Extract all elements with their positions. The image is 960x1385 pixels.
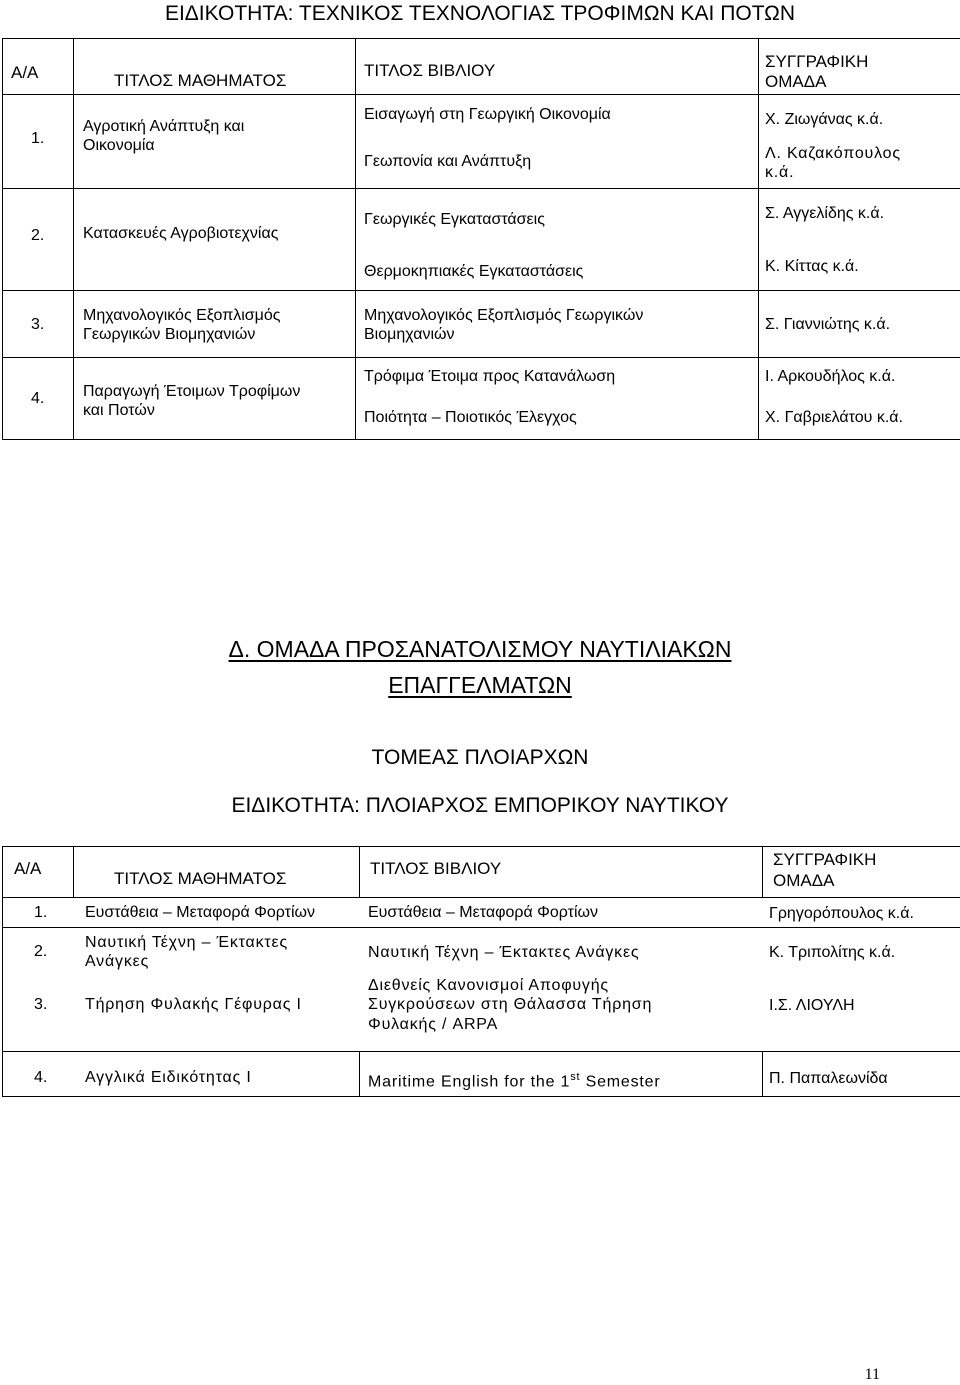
course-title: Παραγωγή Έτοιμων Τροφίμων	[83, 383, 301, 400]
author: Σ. Αγγελίδης κ.ά.	[765, 205, 885, 222]
course-title: Τήρηση Φυλακής Γέφυρας Ι	[85, 996, 302, 1013]
book-title-text: Maritime English for the 1	[368, 1073, 571, 1091]
book-title: Εισαγωγή στη Γεωργική Οικονομία	[364, 106, 611, 123]
book-title: Γεωπονία και Ανάπτυξη	[364, 153, 532, 170]
book-title-superscript: st	[570, 1071, 581, 1083]
header-book-title: ΤΙΤΛΟΣ ΒΙΒΛΙΟΥ	[364, 61, 496, 80]
book-title: Θερμοκηπιακές Εγκαταστάσεις	[364, 263, 584, 280]
book-title: Τρόφιμα Έτοιμα προς Κατανάλωση	[364, 368, 616, 385]
table-row	[3, 189, 960, 291]
author: Γρηγορόπουλος κ.ά.	[769, 905, 914, 922]
course-title: Κατασκευές Αγροβιοτεχνίας	[83, 225, 279, 242]
book-title: Ευστάθεια – Μεταφορά Φορτίων	[368, 904, 599, 921]
specialty-heading-2: ΕΙΔΙΚΟΤΗΤΑ: ΠΛΟΙΑΡΧΟΣ ΕΜΠΟΡΙΚΟΥ ΝΑΥΤΙΚΟΥ	[231, 794, 729, 817]
author: Χ. Ζιωγάνας κ.ά.	[765, 111, 884, 128]
section-title-text: ΕΠΑΓΓΕΛΜΑΤΩΝ	[388, 672, 572, 698]
section-title-line2	[0, 672, 960, 699]
books-table-food-tech	[2, 38, 960, 440]
table-header-row	[3, 39, 960, 95]
author: Π. Παπαλεωνίδα	[769, 1070, 888, 1087]
section-title-line1: Δ. ΟΜΑΔΑ ΠΡΟΣΑΝΑΤΟΛΙΣΜΟΥ ΝΑΥΤΙΛΙΑΚΩΝ	[228, 636, 732, 662]
course-title: Ευστάθεια – Μεταφορά Φορτίων	[85, 904, 316, 921]
course-title-line2: και Ποτών	[83, 402, 155, 419]
book-title: Ναυτική Τέχνη – Έκτακτες Ανάγκες	[368, 944, 640, 961]
row-number: 1.	[31, 130, 45, 147]
page-number: 11	[864, 1366, 880, 1383]
table-row	[3, 898, 960, 928]
book-title-line2: Βιομηχανιών	[364, 326, 455, 343]
specialty-heading: ΕΙΔΙΚΟΤΗΤΑ: ΤΕΧΝΙΚΟΣ ΤΕΧΝΟΛΟΓΙΑΣ ΤΡΟΦΙΜΩΝ ΚΑΙ ΠΟΤΩΝ	[164, 2, 796, 25]
book-title-text-end: Semester	[580, 1073, 661, 1091]
book-title: Διεθνείς Κανονισμοί Αποφυγής	[368, 977, 609, 994]
table-row	[3, 1052, 960, 1097]
course-title: Αγροτική Ανάπτυξη και	[83, 118, 245, 135]
book-title: Γεωργικές Εγκαταστάσεις	[364, 211, 545, 228]
author-line2: κ.ά.	[765, 164, 795, 181]
row-number: 2.	[31, 227, 45, 244]
author: Χ. Γαβριελάτου κ.ά.	[765, 409, 903, 426]
book-title-line3: Φυλακής / ARPA	[368, 1016, 499, 1033]
table-header-row	[3, 847, 960, 898]
course-title-line2: Γεωργικών Βιομηχανιών	[83, 326, 256, 343]
author: Σ. Γιαννιώτης κ.ά.	[765, 316, 891, 333]
row-number: 3.	[31, 316, 45, 333]
sector-heading: ΤΟΜΕΑΣ ΠΛΟΙΑΡΧΩΝ	[371, 746, 589, 769]
table-row	[3, 291, 960, 358]
author: Ι. Αρκουδήλος κ.ά.	[765, 368, 896, 385]
book-title-line2: Συγκρούσεων στη Θάλασσα Τήρηση	[368, 996, 653, 1013]
header-authors: ΣΥΓΓΡΑΦΙΚΗ	[765, 52, 869, 71]
header-aa: Α/Α	[14, 859, 42, 878]
row-number: 4.	[31, 390, 45, 407]
course-title: Ναυτική Τέχνη – Έκτακτες	[85, 934, 288, 951]
course-title-line2: Οικονομία	[83, 137, 155, 154]
row-number: 2.	[34, 943, 48, 960]
book-title: Ποιότητα – Ποιοτικός Έλεγχος	[364, 409, 577, 426]
header-authors-line2: ΟΜΑΔΑ	[773, 871, 835, 890]
author: Ι.Σ. ΛΙΟΥΛΗ	[769, 997, 855, 1014]
table-row	[3, 95, 960, 189]
header-book-title: ΤΙΤΛΟΣ ΒΙΒΛΙΟΥ	[370, 859, 502, 878]
author: Λ. Καζακόπουλος	[765, 145, 901, 162]
author: Κ. Τριπολίτης κ.ά.	[769, 944, 896, 961]
header-authors: ΣΥΓΓΡΑΦΙΚΗ	[773, 850, 877, 869]
book-title: Μηχανολογικός Εξοπλισμός Γεωργικών	[364, 307, 644, 324]
header-aa: Α/Α	[11, 63, 39, 82]
row-number: 1.	[34, 904, 48, 921]
course-title: Μηχανολογικός Εξοπλισμός	[83, 307, 281, 324]
header-course-title: ΤΙΤΛΟΣ ΜΑΘΗΜΑΤΟΣ	[114, 869, 287, 888]
header-course-title: ΤΙΤΛΟΣ ΜΑΘΗΜΑΤΟΣ	[114, 71, 287, 90]
books-table-ship-master	[2, 846, 960, 1097]
course-title-line2: Ανάγκες	[85, 953, 150, 970]
author: Κ. Κίττας κ.ά.	[765, 258, 859, 275]
row-number: 4.	[34, 1069, 48, 1086]
table-row-group	[3, 928, 960, 1052]
row-number: 3.	[34, 996, 48, 1013]
table-row	[3, 358, 960, 440]
book-title	[368, 1068, 661, 1091]
section-title	[0, 636, 960, 663]
course-title: Αγγλικά Ειδικότητας Ι	[85, 1069, 252, 1086]
header-authors-line2: ΟΜΑΔΑ	[765, 72, 827, 91]
